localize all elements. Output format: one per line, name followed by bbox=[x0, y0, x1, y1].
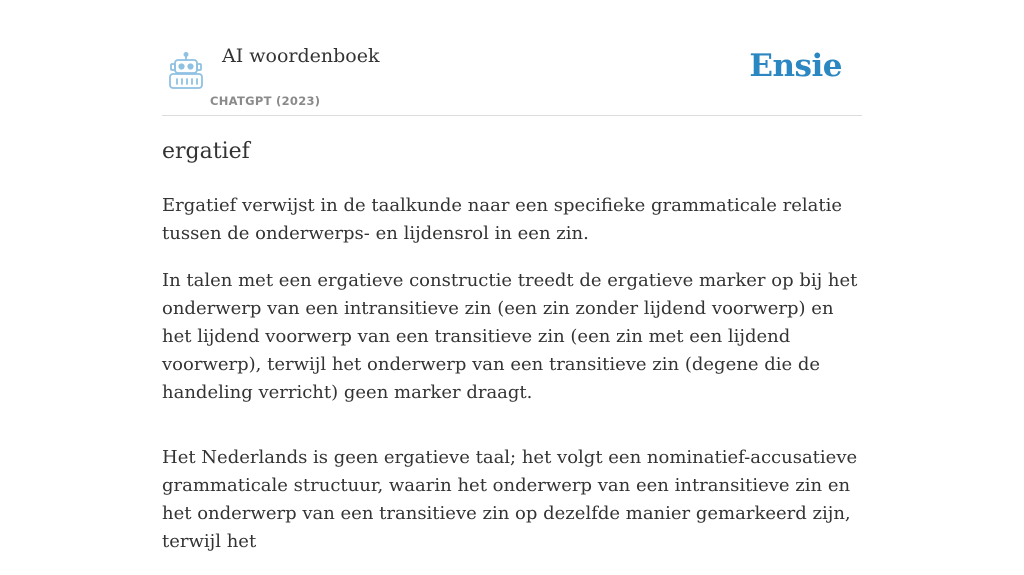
robot-icon bbox=[166, 52, 206, 90]
source-label: CHATGPT (2023) bbox=[210, 94, 321, 108]
definition-paragraph: Ergatief verwijst in de taalkunde naar een specifieke grammaticale relatie tussen de onderwerps- en lijdensrol in een zin. bbox=[162, 195, 843, 244]
definition-paragraph: Het Nederlands is geen ergatieve taal; het volgt een nominatief-accusatieve grammaticale structuur, waarin het onderwerp van een intransitieve zin en het onderwerp van een transitieve zin op dezelfde manier gemarkeerd zijn, terwijl het bbox=[162, 447, 858, 552]
page-content bbox=[162, 0, 862, 552]
entry-definition bbox=[162, 192, 862, 575]
dictionary-title[interactable]: AI woordenboek bbox=[222, 45, 380, 67]
entry-term: ergatief bbox=[162, 139, 250, 164]
brand-logo[interactable]: Ensie bbox=[749, 48, 842, 84]
definition-paragraph: In talen met een ergatieve constructie treedt de ergatieve marker op bij het onderwerp van een intransitieve zin (een zin zonder lijdend voorwerp) en het lijdend voorwerp van een transitieve zin (een zin met een lijdend voorwerp), terwijl het onderwerp van een transitieve zin (degene die de handeling verricht) geen marker draagt. bbox=[162, 270, 858, 403]
dictionary-header bbox=[162, 0, 862, 116]
